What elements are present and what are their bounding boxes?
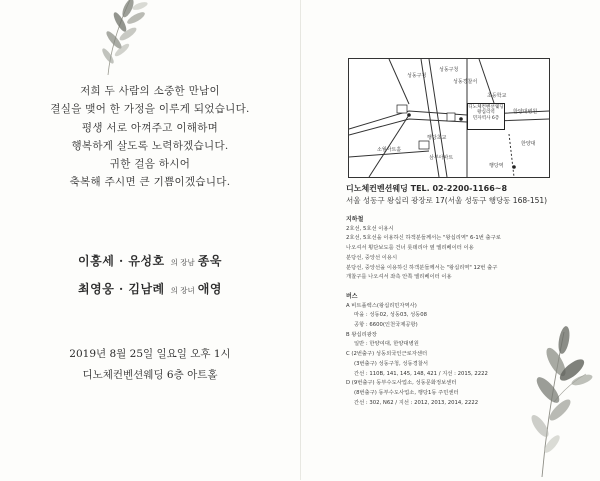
event-venue: 디노체컨벤션웨딩 6층 아트홀 (82, 369, 218, 381)
transit-line: 개찰구를 나오셔서 좌측 안쪽 엘리베이터 이용 (346, 274, 452, 281)
parents-block (0, 248, 300, 304)
transit-line: (8번출구) 동부수도사업소, 행당1동 주민센터 (354, 389, 459, 396)
transit-line: 일반 : 한양여대, 한양대병원 (354, 341, 419, 348)
message-line: 저희 두 사람의 소중한 만남이 (80, 85, 220, 97)
transit-line: 분당선, 중앙선 이용시 (346, 254, 398, 261)
right-panel (340, 0, 590, 480)
map-label: 성동구청 (439, 67, 459, 73)
venue-marker-line: 디노체컨벤션웨딩 (468, 105, 504, 110)
transit-line: 마을 : 성동02, 성동03, 성동08 (354, 312, 428, 319)
transit-heading: 지하철 (346, 216, 364, 223)
message-line: 결실을 맺어 한 가정을 이루게 되었습니다. (50, 103, 250, 116)
transit-line: B 왕십리광장 (346, 331, 377, 338)
map-label: 한양대병원 (513, 109, 538, 115)
transit-line: 간선 : 110B, 141, 145, 148, 421 / 지선 : 2015, 2222 (354, 370, 488, 377)
bride-name: 애영 (197, 282, 222, 296)
message-line: 평생 서로 아껴주고 이해하며 (81, 121, 219, 134)
transit-line: 분당선, 중앙선을 이용하신 하객분들께서는 "왕십리역" 12번 출구 (346, 264, 498, 271)
venue-marker-line: 민자역사 6층 (472, 115, 500, 121)
map-label: 소월아트홀 (377, 147, 402, 153)
map-label: 한양대 (521, 141, 536, 147)
transit-heading: 버스 (346, 292, 358, 300)
map-label: 행당역 (489, 163, 504, 169)
map-label: 삼부아파트 (429, 155, 454, 161)
venue-marker-line: 왕십리역 (477, 110, 495, 116)
message-line: 귀한 걸음 하시어 (109, 158, 191, 171)
transit-line: (3번출구) 성동구청, 성동경찰서 (354, 360, 428, 367)
groom-family-row (0, 248, 300, 276)
venue-address: 서울 성동구 왕십리 광장로 17(서울 성동구 행당동 168-151) (346, 196, 548, 205)
bride-family-row (0, 276, 300, 304)
location-map (348, 58, 550, 178)
venue-contact (346, 183, 596, 207)
event-datetime: 2019년 8월 25일 일요일 오후 1시 (69, 348, 231, 360)
transit-line: 2호선, 5호선 이용시 (346, 225, 394, 232)
transit-line: D (9번출구) 동부수도사업소, 성동문화정보센터 (346, 380, 457, 387)
bride-parents: 최영웅 · 김남례 (78, 282, 165, 296)
map-label: 행당초교 (427, 135, 447, 141)
transit-line: C (2번출구) 성동외국인근로자센터 (346, 351, 428, 358)
transit-spacer (346, 283, 594, 292)
groom-relation: 의 장남 (170, 258, 195, 267)
center-fold (300, 0, 301, 480)
transit-directions (346, 215, 594, 408)
event-info (0, 344, 300, 386)
message-line: 축복해 주시면 큰 기쁨이겠습니다. (69, 176, 231, 189)
venue-name-tel: 디노체컨벤션웨딩 TEL. 02-2200-1166~8 (346, 184, 508, 193)
bride-relation: 의 장녀 (170, 286, 195, 295)
transit-line: 간선 : 302, N62 / 지선 : 2012, 2013, 2014, 2222 (354, 399, 479, 406)
left-panel (0, 0, 300, 480)
transit-line: 공항 : 6600(인천국제공항) (354, 322, 418, 329)
groom-name: 종욱 (197, 254, 222, 268)
groom-parents: 이홍세 · 유성호 (78, 254, 165, 268)
map-label: 성동경찰서 (453, 79, 478, 85)
invitation-message (20, 82, 280, 192)
transit-line: 나오셔서 횡단보도를 건너 롯데리아 옆 엘리베이터 이용 (346, 245, 474, 252)
map-label: 초등학교 (487, 93, 507, 99)
venue-marker (467, 103, 505, 130)
map-label: 성동구청 (407, 73, 427, 79)
message-line: 행복하게 살도록 노력하겠습니다. (71, 139, 229, 152)
transit-line: A 비트플렉스(왕십리민자역사) (346, 302, 417, 309)
transit-line: 2호선, 5호선을 이용하신 하객분들께서는 "왕십리역" 6-1번 출구로 (346, 235, 501, 242)
